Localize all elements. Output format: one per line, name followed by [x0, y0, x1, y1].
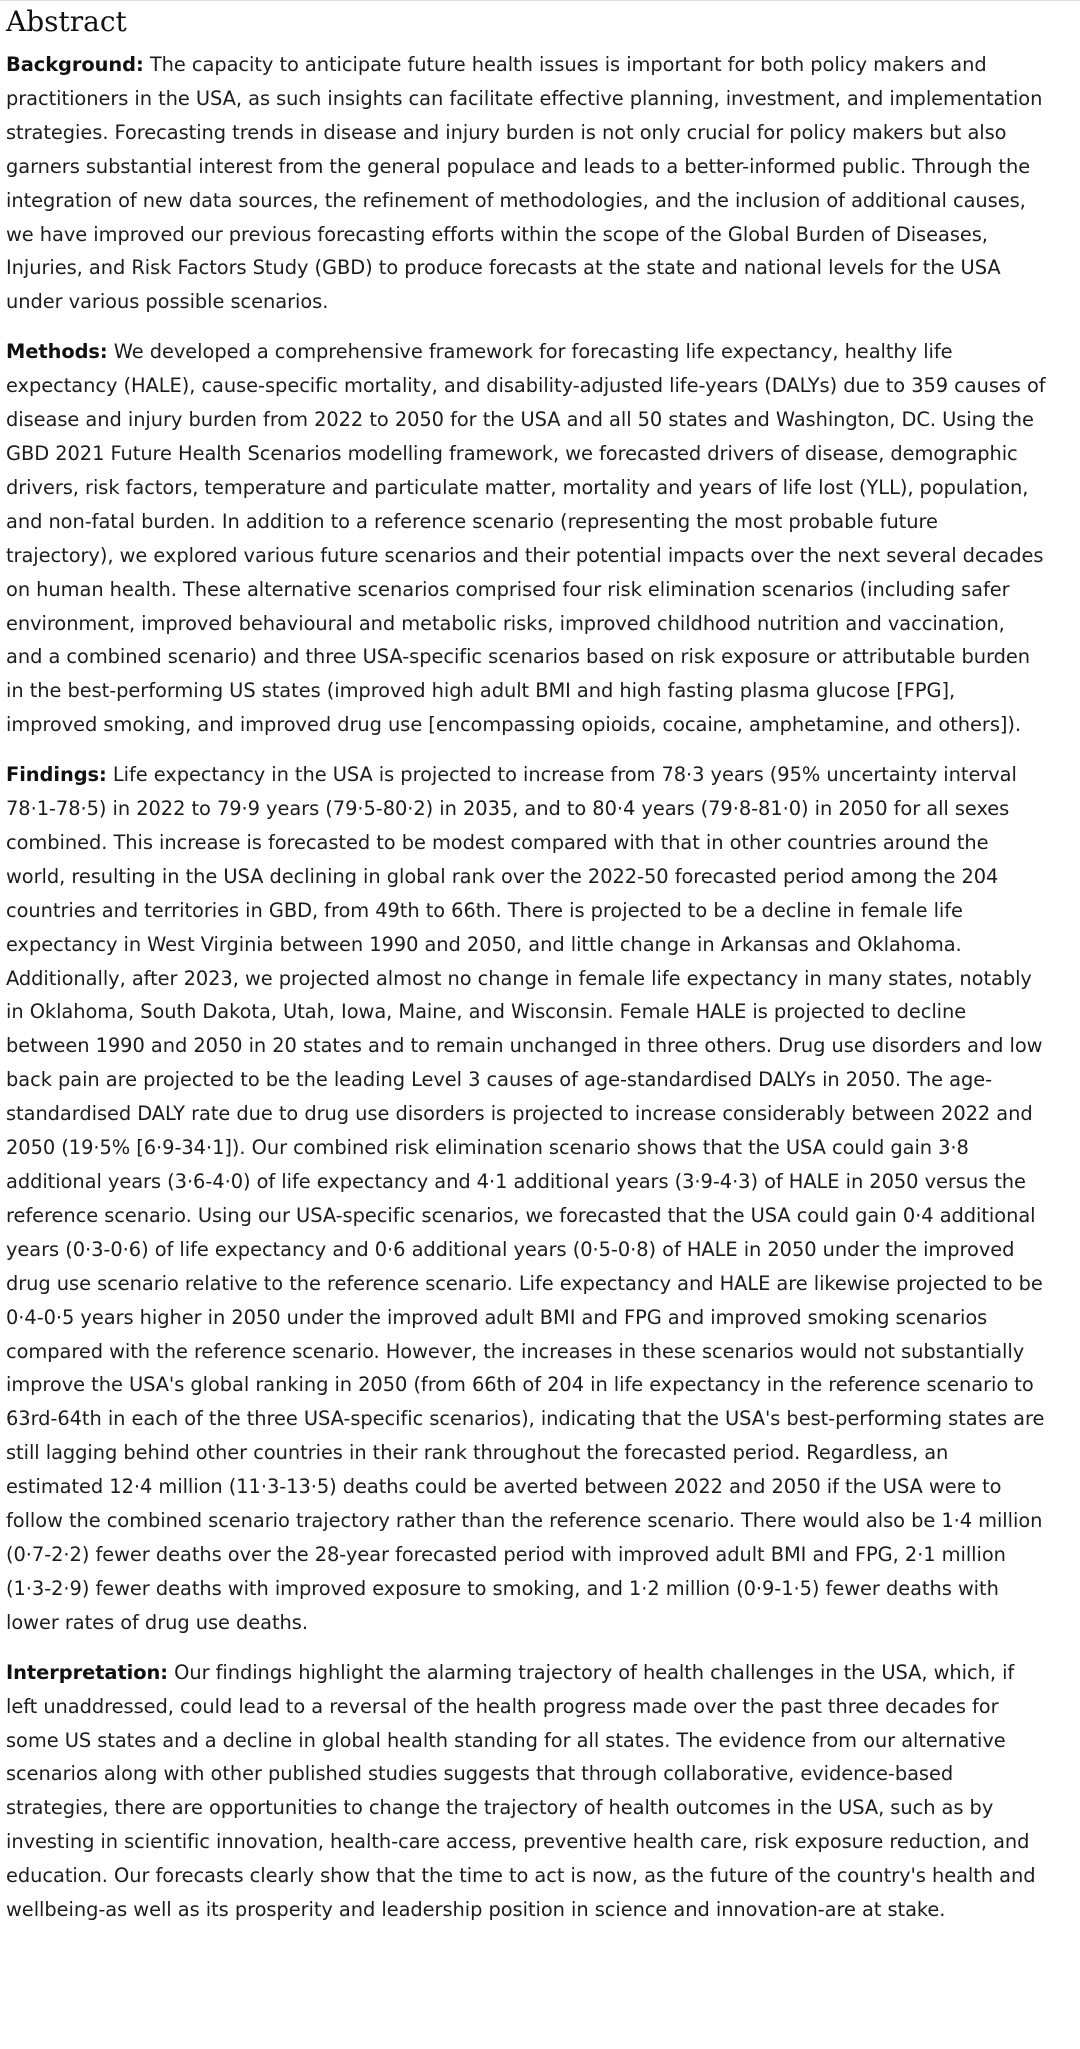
findings-section: [6, 758, 1046, 1640]
background-section: [6, 48, 1046, 319]
background-text: The capacity to anticipate future health issues is important for both policy makers and practitioners in the USA, as such insights can facilitate effective planning, investment, and implementation strategies. Forecasting trends in disease and injury burden is not only crucial for policy makers but also garners substantial interest from the general populace and leads to a better-informed public. Through the integration of new data sources, the refinement of methodologies, and the inclusion of additional causes, we have improved our previous forecasting efforts within the scope of the Global Burden of Diseases, Injuries, and Risk Factors Study (GBD) to produce forecasts at the state and national levels for the USA under various possible scenarios.: [6, 53, 1043, 314]
findings-label: Findings:: [6, 763, 107, 787]
interpretation-label: Interpretation:: [6, 1660, 168, 1684]
methods-label: Methods:: [6, 340, 108, 364]
findings-text: Life expectancy in the USA is projected to increase from 78·3 years (95% uncertainty interval 78·1-78·5) in 2022 to 79·9 years (79·5-80·2) in 2035, and to 80·4 years (79·8-81·0) in 2050 for all sexes combined. This increase is forecasted to be modest compared with that in other countries around the world, resulting in the USA declining in global rank over the 2022-50 forecasted period among the 204 countries and territories in GBD, from 49th to 66th. There is projected to be a decline in female life expectancy in West Virginia between 1990 and 2050, and little change in Arkansas and Oklahoma. Additionally, after 2023, we projected almost no change in female life expectancy in many states, notably in Oklahoma, South Dakota, Utah, Iowa, Maine, and Wisconsin. Female HALE is projected to decline between 1990 and 2050 in 20 states and to remain unchanged in three others. Drug use disorders and low back pain are projected to be the leading Level 3 causes of age-standardised DALYs in 2050. The age-standardised DALY rate due to drug use disorders is projected to increase considerably between 2022 and 2050 (19·5% [6·9-34·1]). Our combined risk elimination scenario shows that the USA could gain 3·8 additional years (3·6-4·0) of life expectancy and 4·1 additional years (3·9-4·3) of HALE in 2050 versus the reference scenario. Using our USA-specific scenarios, we forecasted that the USA could gain 0·4 additional years (0·3-0·6) of life expectancy and 0·6 additional years (0·5-0·8) of HALE in 2050 under the improved drug use scenario relative to the reference scenario. Life expectancy and HALE are likewise projected to be 0·4-0·5 years higher in 2050 under the improved adult BMI and FPG and improved smoking scenarios compared with the reference scenario. However, the increases in these scenarios would not substantially improve the USA's global ranking in 2050 (from 66th of 204 in life expectancy in the reference scenario to 63rd-64th in each of the three USA-specific scenarios), indicating that the USA's best-performing states are still lagging behind other countries in their rank throughout the forecasted period. Regardless, an estimated 12·4 million (11·3-13·5) deaths could be averted between 2022 and 2050 if the USA were to follow the combined scenario trajectory rather than the reference scenario. There would also be 1·4 million (0·7-2·2) fewer deaths over the 28-year forecasted period with improved adult BMI and FPG, 2·1 million (1·3-2·9) fewer deaths with improved exposure to smoking, and 1·2 million (0·9-1·5) fewer deaths with lower rates of drug use deaths.: [6, 763, 1045, 1634]
background-label: Background:: [6, 53, 144, 76]
methods-section: [6, 335, 1046, 742]
interpretation-section: [6, 1656, 1046, 1927]
methods-text: We developed a comprehensive framework for forecasting life expectancy, healthy life expectancy (HALE), cause-specific mortality, and disability-adjusted life-years (DALYs) due to 359 causes of disease and injury burden from 2022 to 2050 for the USA and all 50 states and Washington, DC. Using the GBD 2021 Future Health Scenarios modelling framework, we forecasted drivers of disease, demographic drivers, risk factors, temperature and particulate matter, mortality and years of life lost (YLL), population, and non-fatal burden. In addition to a reference scenario (representing the most probable future trajectory), we explored various future scenarios and their potential impacts over the next several decades on human health. These alternative scenarios comprised four risk elimination scenarios (including safer environment, improved behavioural and metabolic risks, improved childhood nutrition and vaccination, and a combined scenario) and three USA-specific scenarios based on risk exposure or attributable burden in the best-performing US states (improved high adult BMI and high fasting plasma glucose [FPG], improved smoking, and improved drug use [encompassing opioids, cocaine, amphetamine, and others]).: [6, 340, 1046, 737]
interpretation-text: Our findings highlight the alarming trajectory of health challenges in the USA, which, if left unaddressed, could lead to a reversal of the health progress made over the past three decades for some US states and a decline in global health standing for all states. The evidence from our alternative scenarios along with other published studies suggests that through collaborative, evidence-based strategies, there are opportunities to change the trajectory of health outcomes in the USA, such as by investing in scientific innovation, health-care access, preventive health care, risk exposure reduction, and education. Our forecasts clearly show that the time to act is now, as the future of the country's health and wellbeing-as well as its prosperity and leadership position in science and innovation-are at stake.: [6, 1660, 1036, 1922]
abstract-container: [6, 0, 1046, 1943]
abstract-heading: Abstract: [6, 5, 127, 38]
